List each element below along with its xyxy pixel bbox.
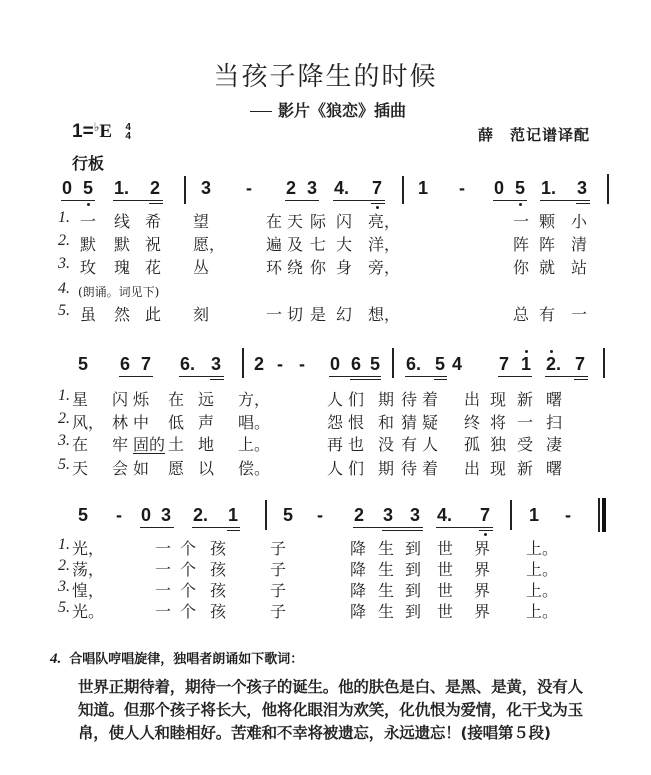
lyric: 现: [490, 390, 507, 409]
lyric: 世: [437, 560, 454, 579]
lyric: 一: [155, 560, 172, 579]
lyric: 子: [270, 539, 287, 558]
lyric: 此: [145, 305, 162, 324]
lyric: 偿。: [238, 459, 271, 478]
lyric: 到: [405, 539, 422, 558]
lyric: 世: [437, 602, 454, 621]
bar-line: [265, 500, 267, 530]
lyric: 你: [310, 258, 327, 277]
note: 2: [150, 178, 161, 198]
beam: [149, 203, 163, 204]
lyric: 大: [336, 235, 353, 254]
beam: [540, 200, 590, 201]
lyric: 上。: [526, 539, 559, 558]
lyric: 总: [513, 305, 530, 324]
verse-number: 2.: [58, 410, 70, 427]
lyric: 上。: [526, 581, 559, 600]
note: 3: [577, 178, 588, 198]
lyric: 新: [517, 390, 534, 409]
note: 5: [435, 354, 446, 374]
beam: [436, 527, 493, 528]
lyric: 惶，: [72, 581, 105, 600]
lyric: 界: [474, 560, 491, 579]
beam: [179, 376, 224, 377]
lyric: 低: [168, 413, 185, 432]
lyric: 期: [378, 390, 395, 409]
lyric: 人: [422, 435, 439, 454]
lyric: 凄: [546, 435, 563, 454]
note: 2.: [193, 505, 209, 525]
note: 6: [351, 354, 362, 374]
lyric: 子: [270, 602, 287, 621]
note: 0: [62, 178, 73, 198]
lyric: 林: [112, 413, 129, 432]
lyric: 怨: [327, 413, 344, 432]
lyric: 光。: [72, 602, 105, 621]
lyric: 没: [378, 435, 395, 454]
lyric: 丛: [193, 258, 210, 277]
lyric: 猜: [401, 413, 418, 432]
lyric: 现: [490, 459, 507, 478]
lyric: 降: [350, 581, 367, 600]
lyric: 地: [198, 435, 215, 454]
footnote-heading: [50, 648, 303, 668]
lyric: 一: [155, 602, 172, 621]
lyric: 光，: [72, 539, 105, 558]
beam: [119, 376, 153, 377]
note: 2: [286, 178, 297, 198]
lyric: 默: [114, 235, 131, 254]
note: 7: [480, 505, 491, 525]
lyric: 小: [571, 212, 588, 231]
beam: [371, 203, 385, 204]
verse-number: 4.: [58, 280, 70, 297]
lyric: 界: [474, 539, 491, 558]
note: -: [277, 354, 283, 374]
beam: [140, 527, 174, 528]
lyric: 切: [287, 305, 304, 324]
beam: [574, 379, 588, 380]
lyric: 祝: [145, 235, 162, 254]
lyric: 一: [513, 212, 530, 231]
note: 0: [141, 505, 152, 525]
lyric: 清: [571, 235, 588, 254]
beam: [405, 376, 447, 377]
note: 2: [354, 505, 365, 525]
beam: [353, 527, 423, 528]
bar-line: [402, 176, 404, 204]
verse-number: 5.: [58, 456, 70, 473]
lyric: 在: [72, 435, 89, 454]
lyric: 际: [310, 212, 327, 231]
note: 5: [78, 505, 89, 525]
note: 0: [330, 354, 341, 374]
lyric: 荡，: [72, 560, 105, 579]
note: 0: [494, 178, 505, 198]
lyric: 生: [378, 581, 395, 600]
lyric: 在: [266, 212, 283, 231]
note: -: [116, 505, 122, 525]
note: 5: [283, 505, 294, 525]
lyric: 希: [145, 212, 162, 231]
high-octave-dot: [525, 350, 528, 353]
bar-line: [510, 500, 512, 530]
note: 7: [575, 354, 586, 374]
beam: [350, 379, 381, 380]
note: 5: [515, 178, 526, 198]
lyric: 星: [72, 390, 89, 409]
lyric: 孩: [210, 602, 227, 621]
lyric: 生: [378, 539, 395, 558]
note: 1: [228, 505, 239, 525]
lyric: 世: [437, 581, 454, 600]
note: 1.: [114, 178, 130, 198]
lyric: 受: [517, 435, 534, 454]
note: 3: [410, 505, 421, 525]
note: -: [299, 354, 305, 374]
tempo-marking: 行板: [72, 154, 105, 173]
recitation-line: 帛，使人人和睦相好。苦难和不幸将被遗忘，永远遗忘！(接唱第５段): [78, 724, 551, 742]
lyric: 个: [180, 560, 197, 579]
lyric: 唱。: [238, 413, 271, 432]
lyric: 身: [336, 258, 353, 277]
lyric: 亮，: [368, 212, 401, 231]
lyric: 个: [180, 581, 197, 600]
lyric: 终: [464, 413, 481, 432]
lyric: 子: [270, 581, 287, 600]
lyric: 天: [72, 459, 89, 478]
beam: [285, 200, 319, 201]
lyric: 七: [310, 235, 327, 254]
note: 6: [120, 354, 131, 374]
note: 3: [211, 354, 222, 374]
lyric: 界: [474, 602, 491, 621]
lyric: 在: [168, 390, 185, 409]
dash-decoration: [250, 111, 272, 112]
note: 1: [521, 354, 532, 374]
beam: [479, 530, 493, 531]
lyric: 们: [348, 459, 365, 478]
lyric: 曙: [546, 459, 563, 478]
lyric: 出: [464, 390, 481, 409]
lyric: 着: [422, 459, 439, 478]
note: -: [565, 505, 571, 525]
lyric: 孩: [210, 581, 227, 600]
lyric: 也: [348, 435, 365, 454]
lyric: 到: [405, 581, 422, 600]
beam: [493, 200, 527, 201]
lyric: 刻: [193, 305, 210, 324]
beam: [545, 376, 588, 377]
lyric: 上。: [526, 560, 559, 579]
note: 6.: [180, 354, 196, 374]
note: 4: [452, 354, 463, 374]
lyric: 降: [350, 602, 367, 621]
lyric: 一: [80, 212, 97, 231]
lyric: 风，: [72, 413, 105, 432]
note: 1.: [541, 178, 557, 198]
beam: [333, 200, 385, 201]
note: 3: [383, 505, 394, 525]
lyric: 遍: [266, 235, 283, 254]
verse-number: 3.: [58, 255, 70, 272]
lyric: 天: [287, 212, 304, 231]
lyric: 待: [401, 390, 418, 409]
lyric: 个: [180, 539, 197, 558]
verse-number: 5.: [58, 599, 70, 616]
lyric: 颗: [539, 212, 556, 231]
verse-number: 1.: [58, 209, 70, 226]
lyric: 和: [378, 413, 395, 432]
lyric: 到: [405, 560, 422, 579]
lyric: 愿: [168, 459, 185, 478]
song-title: 当孩子降生的时候: [213, 62, 438, 92]
note: 4.: [437, 505, 453, 525]
lyric: 上。: [526, 602, 559, 621]
footnote-number: 4.: [50, 651, 62, 667]
note: 7: [499, 354, 510, 374]
lyric: 旁，: [368, 258, 401, 277]
verse-number: 5.: [58, 302, 70, 319]
final-bar-thick: [602, 498, 606, 532]
flat-icon: ♭: [93, 120, 100, 134]
lyric: 人: [327, 390, 344, 409]
song-subtitle: [250, 98, 406, 121]
recitation-line: 世界正期待着，期待一个孩子的诞生。他的肤色是白、是黑、是黄，没有人: [78, 678, 583, 696]
lyric: 待: [401, 459, 418, 478]
beam: [210, 379, 224, 380]
bar-line: [607, 174, 609, 204]
lyric: 有: [539, 305, 556, 324]
lyric: 如: [133, 459, 150, 478]
lyric: 降: [350, 539, 367, 558]
lyric: 愿，: [193, 235, 226, 254]
lyric: 一: [266, 305, 283, 324]
arranger-credit: 薛 范记谱译配: [478, 126, 591, 144]
note: 4.: [334, 178, 350, 198]
high-octave-dot: [550, 350, 553, 353]
recitation-line: 知道。但那个孩子将长大，他将化眼泪为欢笑，化仇恨为爱情，化干戈为玉: [78, 701, 583, 719]
bar-line: [242, 348, 244, 378]
note: 2: [254, 354, 265, 374]
verse-number: 3.: [58, 578, 70, 595]
lyric: 洋，: [368, 235, 401, 254]
time-signature: [125, 123, 131, 141]
lyric: 中: [133, 413, 150, 432]
lyric: 上。: [238, 435, 271, 454]
beam: [113, 200, 163, 201]
lyric: 阵: [513, 235, 530, 254]
lyric: 一: [517, 413, 534, 432]
verse-number: 2.: [58, 557, 70, 574]
lyric: 孩: [210, 560, 227, 579]
lyric: 环: [266, 258, 283, 277]
lyric: 土: [168, 435, 185, 454]
lyric: 就: [539, 258, 556, 277]
note: 3: [201, 178, 212, 198]
note: -: [246, 178, 252, 198]
beam: [434, 379, 447, 380]
lyric: 是: [310, 305, 327, 324]
note: 5: [83, 178, 94, 198]
lyric-underlined: 固的: [133, 435, 166, 454]
note: -: [317, 505, 323, 525]
lyric: 降: [350, 560, 367, 579]
beam: [329, 376, 381, 377]
lyric: 出: [464, 459, 481, 478]
lyric: 们: [348, 390, 365, 409]
lyric: 及: [287, 235, 304, 254]
lyric: 花: [145, 258, 162, 277]
lyric: 以: [198, 459, 215, 478]
note: -: [459, 178, 465, 198]
lyric: 一: [155, 539, 172, 558]
lyric: 期: [378, 459, 395, 478]
note: 1: [418, 178, 429, 198]
lyric: 有: [401, 435, 418, 454]
lyric: 瑰: [114, 258, 131, 277]
lyric: 远: [198, 390, 215, 409]
verse-number: 2.: [58, 232, 70, 249]
beam: [382, 530, 423, 531]
lyric: 疑: [422, 413, 439, 432]
bar-line: [392, 348, 394, 378]
note: 7: [372, 178, 383, 198]
note: 6.: [406, 354, 422, 374]
bar-line: [603, 348, 605, 378]
lyric: 默: [80, 235, 97, 254]
beam: [576, 203, 590, 204]
beam: [192, 527, 240, 528]
note: 7: [141, 354, 152, 374]
lyric: 人: [327, 459, 344, 478]
lyric: 孤: [464, 435, 481, 454]
lyric: 阵: [539, 235, 556, 254]
lyric: 烁: [133, 390, 150, 409]
beam: [61, 200, 95, 201]
lyric: 再: [327, 435, 344, 454]
lyric: 恨: [348, 413, 365, 432]
lyric: 闪: [112, 390, 129, 409]
lyric: 想，: [368, 305, 401, 324]
lyric: 声: [198, 413, 215, 432]
lyric: 一: [571, 305, 588, 324]
key-note: E: [99, 121, 113, 142]
lyric: 将: [490, 413, 507, 432]
key-equals: =: [82, 121, 94, 142]
lyric: 孩: [210, 539, 227, 558]
subtitle-text: 影片《狼恋》插曲: [278, 101, 407, 120]
lyric: 子: [270, 560, 287, 579]
lyric: 绕: [287, 258, 304, 277]
lyric: 界: [474, 581, 491, 600]
footnote-heading-text: 合唱队哼唱旋律，独唱者朗诵如下歌词：: [69, 652, 304, 667]
lyric: 站: [571, 258, 588, 277]
verse-number: 3.: [58, 432, 70, 449]
lyric: 生: [378, 602, 395, 621]
lyric: 闪: [336, 212, 353, 231]
lyric: 会: [112, 459, 129, 478]
lyric: 新: [517, 459, 534, 478]
lyric: 你: [513, 258, 530, 277]
note: 3: [307, 178, 318, 198]
recitation-note: (朗诵。词见下): [78, 285, 160, 299]
verse-number: 1.: [58, 387, 70, 404]
time-sig-top: 4: [125, 121, 131, 133]
lyric: 方，: [238, 390, 271, 409]
beam: [498, 376, 532, 377]
final-bar-thin: [598, 498, 600, 532]
lyric: 线: [114, 212, 131, 231]
lyric: 生: [378, 560, 395, 579]
lyric: 玫: [80, 258, 97, 277]
note: 5: [78, 354, 89, 374]
lyric: 一: [155, 581, 172, 600]
low-octave-dot: [519, 203, 522, 206]
lyric: 扫: [546, 413, 563, 432]
key-tonic: 1: [72, 121, 83, 142]
note: 3: [161, 505, 172, 525]
lyric: 独: [490, 435, 507, 454]
lyric: 世: [437, 539, 454, 558]
lyric: 然: [114, 305, 131, 324]
key-signature: [72, 120, 131, 143]
lyric: 个: [180, 602, 197, 621]
bar-line: [184, 176, 186, 204]
lyric: 着: [422, 390, 439, 409]
lyric: 牢: [112, 435, 129, 454]
note: 1: [529, 505, 540, 525]
time-sig-bottom: 4: [125, 130, 131, 142]
lyric: 曙: [546, 390, 563, 409]
lyric: 到: [405, 602, 422, 621]
beam: [227, 530, 240, 531]
low-octave-dot: [87, 203, 90, 206]
note: 2.: [546, 354, 562, 374]
note: 5: [370, 354, 381, 374]
lyric: 虽: [80, 305, 97, 324]
lyric: 望: [193, 212, 210, 231]
verse-number: 1.: [58, 536, 70, 553]
lyric: 幻: [336, 305, 353, 324]
